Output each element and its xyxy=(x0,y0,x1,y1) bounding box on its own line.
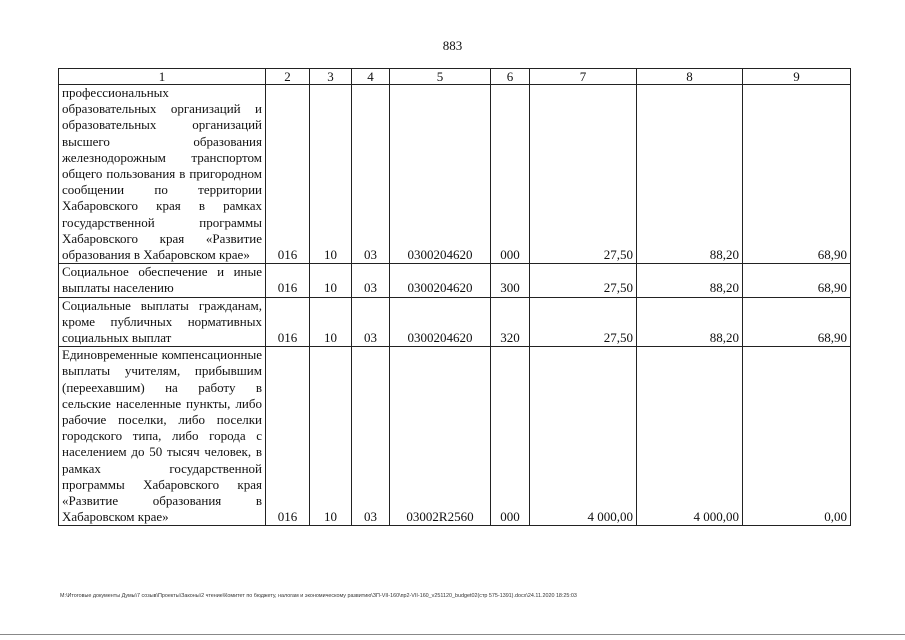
header-cell: 7 xyxy=(530,69,637,85)
row-subsection: 03 xyxy=(352,297,390,347)
page-number: 883 xyxy=(442,38,463,53)
row-amount-col8: 4 000,00 xyxy=(637,347,743,526)
table-row xyxy=(59,347,851,526)
row-amount-col9: 68,90 xyxy=(743,297,851,347)
row-description: Единовременные компенсационные выплаты учителям, прибывшим (переехавшим) на работу в сельские населенные пункты, либо рабочие поселки, либо поселки городского типа, либо города с населением до 50 тысяч человек, в рамках государственной программы Хабаровского края «Развитие образования в Хабаровском крае» xyxy=(59,347,266,526)
row-subsection: 03 xyxy=(352,264,390,297)
header-cell: 5 xyxy=(390,69,491,85)
row-amount-col7: 27,50 xyxy=(530,297,637,347)
row-section: 10 xyxy=(310,85,352,264)
header-cell: 3 xyxy=(310,69,352,85)
page-edge-divider xyxy=(0,634,905,635)
header-cell: 8 xyxy=(637,69,743,85)
table-row xyxy=(59,264,851,297)
row-ministry-code: 016 xyxy=(266,297,310,347)
row-description: Социальное обеспечение и иные выплаты населению xyxy=(59,264,266,297)
row-amount-col7: 4 000,00 xyxy=(530,347,637,526)
row-section: 10 xyxy=(310,347,352,526)
row-amount-col8: 88,20 xyxy=(637,264,743,297)
row-amount-col9: 68,90 xyxy=(743,264,851,297)
header-cell: 4 xyxy=(352,69,390,85)
header-cell: 6 xyxy=(491,69,530,85)
header-cell: 2 xyxy=(266,69,310,85)
row-target-article: 03002R2560 xyxy=(390,347,491,526)
row-expense-type: 320 xyxy=(491,297,530,347)
row-amount-col9: 0,00 xyxy=(743,347,851,526)
header-cell: 9 xyxy=(743,69,851,85)
header-row xyxy=(59,69,851,85)
row-expense-type: 000 xyxy=(491,85,530,264)
row-subsection: 03 xyxy=(352,347,390,526)
row-amount-col8: 88,20 xyxy=(637,297,743,347)
row-expense-type: 000 xyxy=(491,347,530,526)
row-amount-col8: 88,20 xyxy=(637,85,743,264)
row-description: профессиональных образовательных организаций и образовательных организаций высшего образования железнодорожным транспортом общего пользования в пригородном сообщении по территории Хабаровского края в рамках государственной программы Хабаровского края «Развитие образования в Хабаровском крае» xyxy=(59,85,266,264)
row-ministry-code: 016 xyxy=(266,347,310,526)
row-ministry-code: 016 xyxy=(266,85,310,264)
table-row xyxy=(59,297,851,347)
header-cell: 1 xyxy=(59,69,266,85)
table-row xyxy=(59,85,851,264)
budget-table xyxy=(58,68,851,526)
row-section: 10 xyxy=(310,264,352,297)
row-target-article: 0300204620 xyxy=(390,264,491,297)
row-amount-col9: 68,90 xyxy=(743,85,851,264)
document-path-footer: M:\Итоговые документы Думы\7 созыв\Проекты\Законы\2 чтение\Комитет по бюджету, налогам и экономическому развитию\ЗП-VII-160\пр2-VII-160_v251120_budget02(стр 575-1391).docx\24.11.2020 18:25:03 xyxy=(60,593,577,599)
row-subsection: 03 xyxy=(352,85,390,264)
row-expense-type: 300 xyxy=(491,264,530,297)
row-amount-col7: 27,50 xyxy=(530,85,637,264)
row-target-article: 0300204620 xyxy=(390,85,491,264)
row-description: Социальные выплаты гражданам, кроме публичных нормативных социальных выплат xyxy=(59,297,266,347)
row-ministry-code: 016 xyxy=(266,264,310,297)
row-target-article: 0300204620 xyxy=(390,297,491,347)
row-section: 10 xyxy=(310,297,352,347)
row-amount-col7: 27,50 xyxy=(530,264,637,297)
